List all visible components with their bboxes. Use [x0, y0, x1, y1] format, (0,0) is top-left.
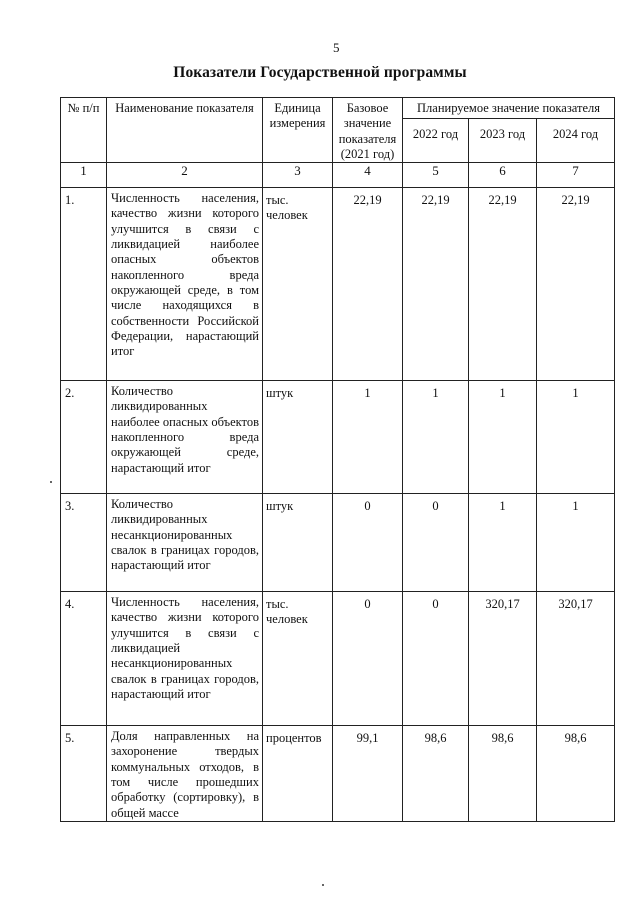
column-index: 2: [107, 163, 263, 188]
indicator-name: Численность населения, качество жизни которого улучшится в связи с ликвидацией несанкционированных свалок в границах городов, нарастающий итог: [107, 592, 263, 726]
header-unit: Единица измерения: [263, 98, 333, 163]
value-2022: 0: [403, 494, 469, 592]
column-index: 3: [263, 163, 333, 188]
column-index: 1: [61, 163, 107, 188]
value-2024: 22,19: [537, 188, 615, 381]
header-name: Наименование показателя: [107, 98, 263, 163]
header-2024: 2024 год: [537, 119, 615, 163]
base-value: 1: [333, 381, 403, 494]
row-number: 1.: [61, 188, 107, 381]
base-value: 0: [333, 592, 403, 726]
table-row: [61, 494, 615, 592]
indicator-unit: тыс. человек: [263, 188, 333, 381]
table-row: [61, 381, 615, 494]
table-row: [61, 726, 615, 822]
indicator-unit: процентов: [263, 726, 333, 822]
value-2024: 320,17: [537, 592, 615, 726]
header-num: № п/п: [61, 98, 107, 163]
indicator-unit: штук: [263, 494, 333, 592]
value-2022: 1: [403, 381, 469, 494]
value-2022: 98,6: [403, 726, 469, 822]
base-value: 99,1: [333, 726, 403, 822]
scan-speck: [322, 884, 324, 886]
value-2023: 1: [469, 494, 537, 592]
scan-speck: [50, 481, 52, 483]
column-index: 5: [403, 163, 469, 188]
value-2023: 320,17: [469, 592, 537, 726]
indicator-name: Количество ликвидированных несанкционированных свалок в границах городов, нарастающий итог: [107, 494, 263, 592]
header-planned: Планируемое значение показателя: [403, 98, 615, 119]
row-number: 5.: [61, 726, 107, 822]
row-number: 4.: [61, 592, 107, 726]
row-number: 3.: [61, 494, 107, 592]
value-2024: 1: [537, 494, 615, 592]
base-value: 0: [333, 494, 403, 592]
indicator-name: Доля направленных на захоронение твердых коммунальных отходов, в том числе прошедших обработку (сортировку), в общей массе: [107, 726, 263, 822]
column-index: 6: [469, 163, 537, 188]
indicator-name: Численность населения, качество жизни которого улучшится в связи с ликвидацией наиболее опасных объектов накопленного вреда окружающей среде, в том числе находящихся в собственности Российской Федерации, нарастающий итог: [107, 188, 263, 381]
table-row: [61, 188, 615, 381]
table-row: [61, 592, 615, 726]
indicator-unit: штук: [263, 381, 333, 494]
value-2023: 22,19: [469, 188, 537, 381]
base-value: 22,19: [333, 188, 403, 381]
page-title: Показатели Государственной программы: [173, 64, 467, 81]
value-2022: 0: [403, 592, 469, 726]
column-index: 7: [537, 163, 615, 188]
value-2023: 98,6: [469, 726, 537, 822]
column-index-row: [61, 163, 615, 188]
header-base: Базовое значение показателя (2021 год): [333, 98, 403, 163]
indicators-table: [60, 97, 615, 822]
value-2024: 98,6: [537, 726, 615, 822]
header-2023: 2023 год: [469, 119, 537, 163]
header-2022: 2022 год: [403, 119, 469, 163]
indicator-name: Количество ликвидированных наиболее опасных объектов накопленного вреда окружающей среде, нарастающий итог: [107, 381, 263, 494]
indicator-unit: тыс. человек: [263, 592, 333, 726]
value-2023: 1: [469, 381, 537, 494]
value-2024: 1: [537, 381, 615, 494]
column-index: 4: [333, 163, 403, 188]
page-number: 5: [333, 40, 340, 55]
row-number: 2.: [61, 381, 107, 494]
value-2022: 22,19: [403, 188, 469, 381]
